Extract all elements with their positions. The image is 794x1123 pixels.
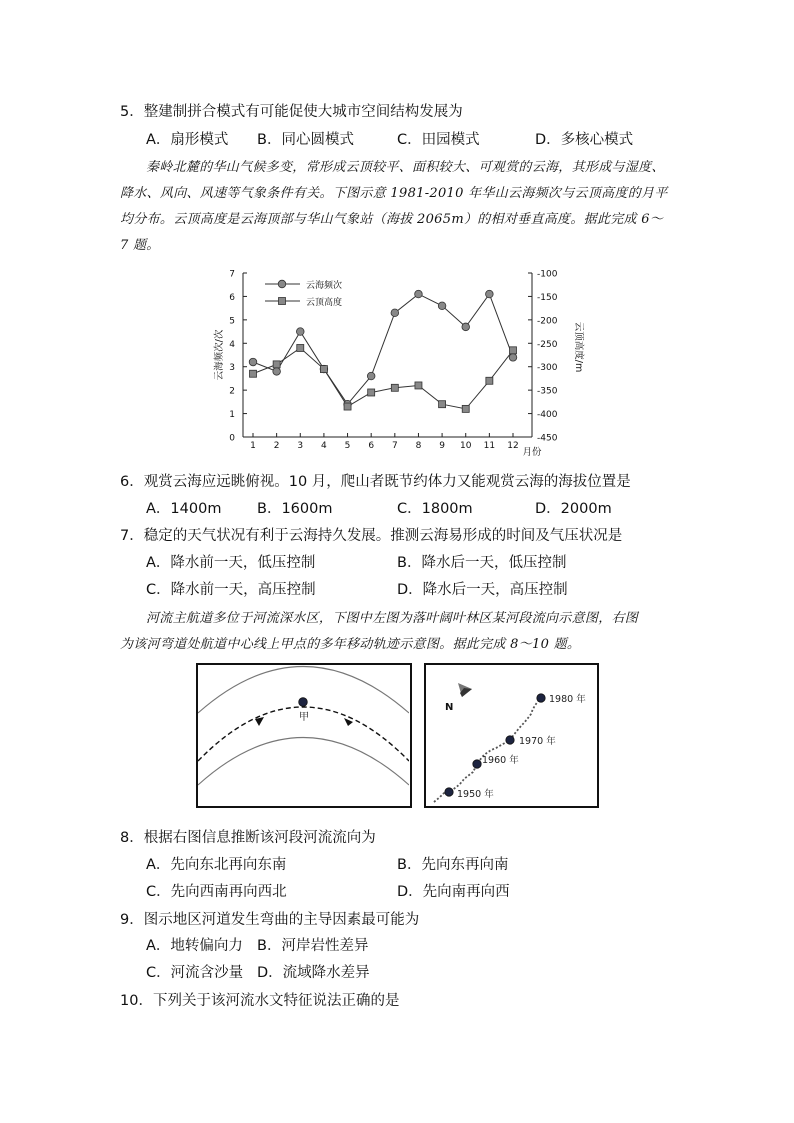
right-tick-label: -100 [537,269,558,280]
x-tick-label: 5 [344,441,351,451]
frequency-point [509,354,517,362]
height-point [250,370,257,377]
x-tick-label: 9 [439,441,445,451]
right-tick-label: -200 [537,316,558,327]
y-axis-label-right: 云顶高度/m [573,321,584,373]
x-tick-label: 1 [250,441,256,451]
q5-stem: 5．整建制拼合模式有可能促使大城市空间结构发展为 [120,104,463,120]
q5-option-b: B．同心圆模式 [257,132,354,148]
x-tick-label: 12 [507,441,519,451]
height-point [486,377,493,384]
q8-option-c: C．先向西南再向西北 [146,884,287,900]
frequency-point [391,309,399,317]
left-tick-label: 7 [229,269,235,280]
q5-option-d: D．多核心模式 [535,132,634,148]
passage1-line-4: 7 题。 [120,238,160,253]
passage1-line-3: 均分布。云顶高度是云海顶部与华山气象站（海拔 2065m）的相对垂直高度。据此完成 6～ [120,212,664,227]
trace-path [434,698,541,802]
q8-option-d: D．先向南再向西 [397,884,510,900]
left-tick-label: 5 [229,316,235,327]
q9-option-b: B．河岸岩性差异 [257,938,369,954]
river-bank-lower [198,738,409,786]
q6-stem: 6．观赏云海应远眺俯视。10 月，爬山者既节约体力又能观赏云海的海拔位置是 [120,474,631,490]
q6-option-b: B．1600m [257,501,333,517]
legend-label-height: 云顶高度 [306,298,343,308]
q9-option-a: A．地转偏向力 [146,938,243,954]
height-point [510,347,517,354]
cloud-sea-chart [210,262,610,462]
flow-arrow-right [344,718,353,726]
frequency-point [296,328,304,336]
q9-option-d: D．流域降水差异 [257,965,370,981]
label-1950: 1950 年 [457,789,494,800]
label-1960: 1960 年 [482,755,519,766]
q6-option-a: A．1400m [146,501,222,517]
passage1-line-1: 秦岭北麓的华山气候多变，常形成云顶较平、面积较大、可观赏的云海，其形成与湿度、 [146,160,665,175]
q9-option-c: C．河流含沙量 [146,965,244,981]
point-1980 [537,694,545,702]
height-point [415,382,422,389]
x-axis-label: 月份 [522,447,542,458]
q8-option-a: A．先向东北再向东南 [146,857,287,873]
q9-stem: 9．图示地区河道发生弯曲的主导因素最可能为 [120,912,420,928]
left-tick-label: 6 [229,292,235,303]
left-tick-label: 1 [229,410,235,421]
right-tick-label: -150 [537,292,558,303]
point-1960 [473,760,481,768]
passage2-line-1: 河流主航道多位于河流深水区，下图中左图为落叶阔叶林区某河段流向示意图，右图 [146,611,639,626]
q6-option-d: D．2000m [535,501,612,517]
q10-stem: 10．下列关于该河流水文特征说法正确的是 [120,993,400,1009]
left-tick-label: 4 [229,339,235,350]
height-point [344,403,351,410]
left-tick-label: 3 [229,363,235,374]
right-tick-label: -250 [537,339,558,350]
q7-stem: 7．稳定的天气状况有利于云海持久发展。推测云海易形成的时间及气压状况是 [120,528,623,544]
north-arrow [445,683,472,713]
frequency-point [367,372,375,380]
q7-option-a: A．降水前一天，低压控制 [146,555,316,571]
label-1980: 1980 年 [549,694,586,705]
point-jia-label: 甲 [299,712,309,723]
frequency-point [438,302,446,310]
q6-option-c: C．1800m [397,501,473,517]
y-axis-label-left: 云海频次/次 [214,329,225,381]
height-point [368,389,375,396]
passage1-line-2: 降水、风向、风速等气象条件有关。下图示意 1981-2010 年华山云海频次与云顶高度的月平 [120,186,668,201]
point-1970 [506,736,514,744]
right-tick-label: -400 [537,410,558,421]
x-tick-label: 3 [297,441,304,451]
q7-option-d: D．降水后一天，高压控制 [397,582,568,598]
x-tick-label: 11 [483,441,496,451]
point-jia-marker [299,698,308,707]
height-point [391,384,398,391]
height-point [462,405,469,412]
series-line-height [253,348,513,409]
x-tick-label: 2 [273,441,280,451]
chart-legend [265,279,342,308]
frequency-point [273,368,281,376]
frequency-point [249,358,257,366]
right-tick-label: -450 [537,433,558,444]
left-tick-label: 0 [229,433,235,444]
label-1970: 1970 年 [519,736,556,747]
q8-option-b: B．先向东再向南 [397,857,509,873]
right-tick-label: -300 [537,363,558,374]
migration-trace-figure [424,663,599,808]
q5-option-a: A．扇形模式 [146,132,229,148]
height-point [320,366,327,373]
frequency-point [415,290,423,298]
q8-stem: 8．根据右图信息推断该河段河流流向为 [120,830,376,846]
x-tick-label: 10 [460,441,472,451]
point-1950 [445,788,453,796]
river-bend-figure [196,663,412,808]
right-tick-label: -350 [537,386,558,397]
legend-label-frequency: 云海频次 [306,281,343,291]
frequency-point [486,290,494,298]
left-tick-label: 2 [229,386,235,397]
x-tick-label: 7 [391,441,398,451]
passage2-line-2: 为该河弯道处航道中心线上甲点的多年移动轨迹示意图。据此完成 8～10 题。 [120,637,581,652]
x-tick-label: 4 [321,441,327,451]
height-point [297,344,304,351]
frequency-point [462,323,470,331]
north-label: N [445,702,454,713]
x-tick-label: 8 [415,441,422,451]
x-tick-label: 6 [368,441,375,451]
height-point [273,361,280,368]
height-point [439,401,446,408]
q5-option-c: C．田园模式 [397,132,480,148]
q7-option-c: C．降水前一天，高压控制 [146,582,316,598]
q7-option-b: B．降水后一天，低压控制 [397,555,567,571]
series-line-frequency [253,294,513,404]
